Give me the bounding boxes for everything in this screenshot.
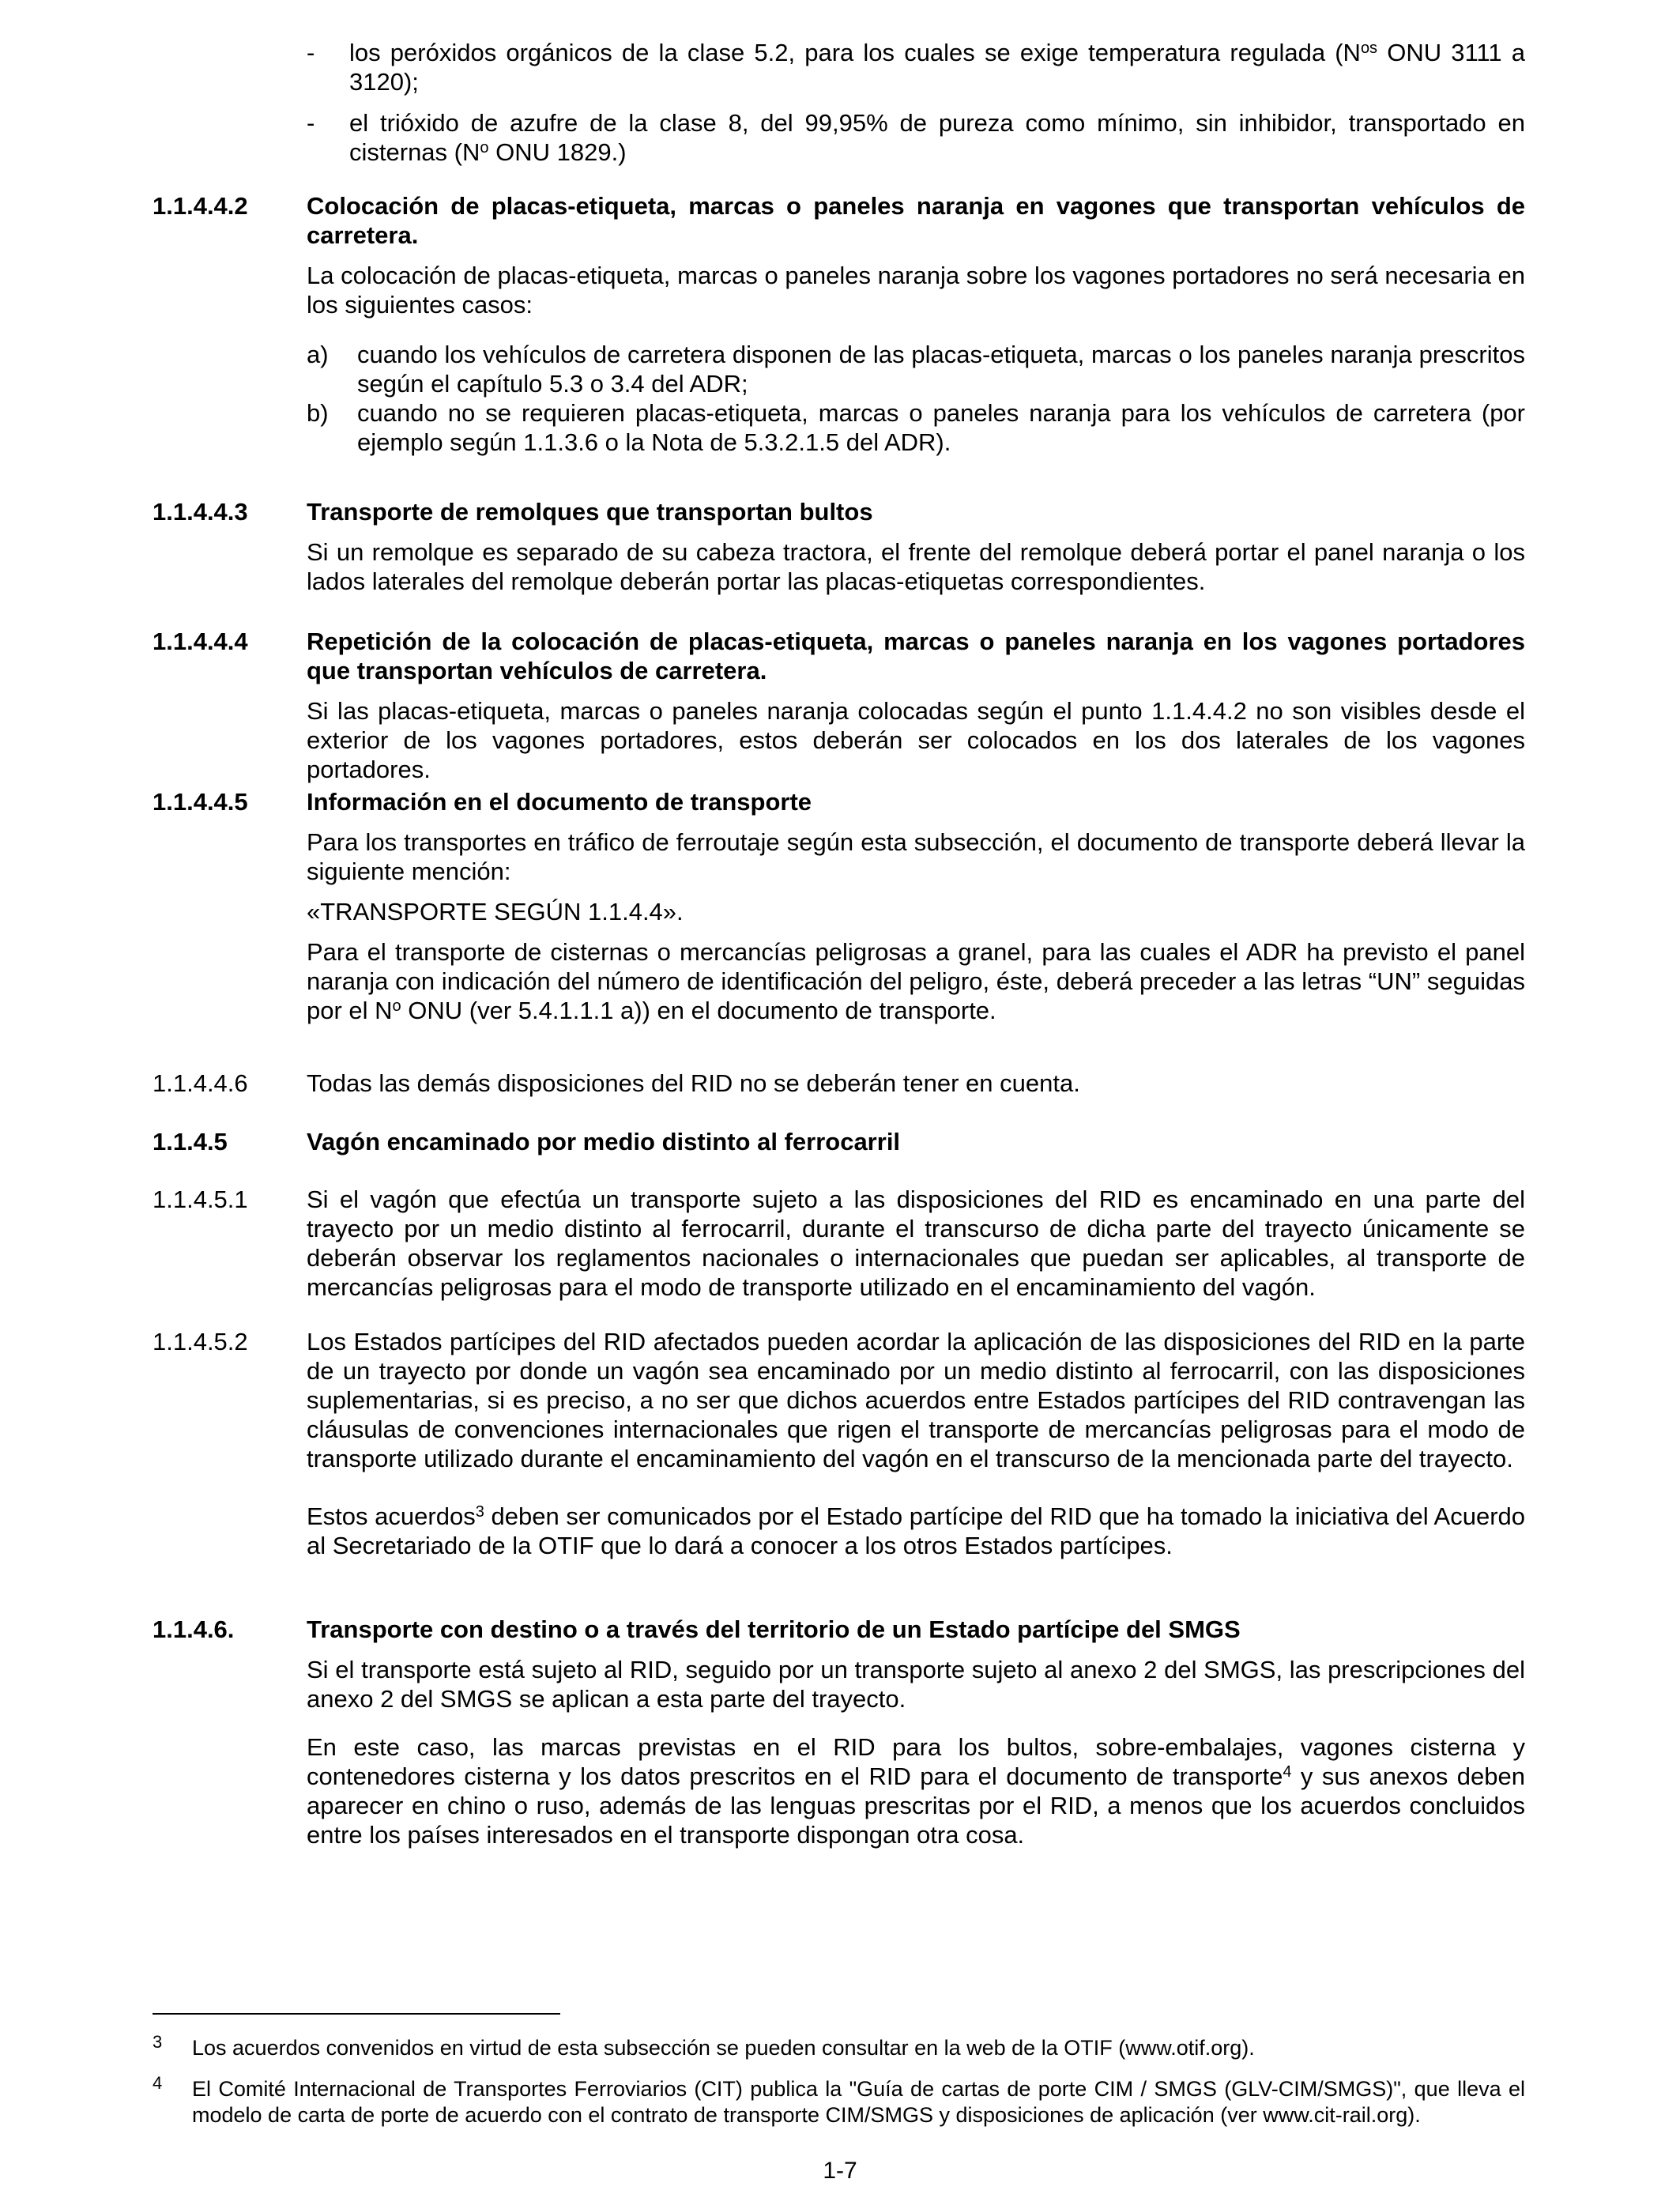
section-1-1-4-5: [153, 1127, 1525, 1156]
section-number: 1.1.4.5.1: [153, 1186, 248, 1213]
section-heading: Repetición de la colocación de placas-etiqueta, marcas o paneles naranja en los vagones portadores que transportan vehículos de carretera.: [307, 628, 1525, 684]
section-paragraph: Si el transporte está sujeto al RID, seguido por un transporte sujeto al anexo 2 del SMGS, las prescripciones del anexo 2 del SMGS se aplican a esta parte del trayecto.: [307, 1656, 1525, 1713]
footnote-number: 3: [153, 2032, 163, 2052]
section-1-1-4-4-3: [153, 497, 1525, 596]
section-paragraph: Para los transportes en tráfico de ferroutaje según esta subsección, el documento de transporte deberá llevar la siguiente mención:: [307, 828, 1525, 885]
section-1-1-4-4-6: [153, 1069, 1525, 1098]
section-paragraph: Los Estados partícipes del RID afectados pueden acordar la aplicación de las disposiciones del RID en la parte de un trayecto por donde un vagón sea encaminado por un medio distinto al ferrocarril, con las disposiciones suplementarias, si es preciso, a no ser que dichos acuerdos entre Estados partícipes del RID contravengan las cláusulas de convenciones internacionales que rigen el transporte de mercancías peligrosas para el modo de transporte utilizado durante el encaminamiento del vagón en el transcurso de la mencionada parte del trayecto.: [307, 1328, 1525, 1472]
section-paragraph: La colocación de placas-etiqueta, marcas o paneles naranja sobre los vagones portadores no será necesaria en los siguientes casos:: [307, 262, 1525, 319]
footnote-text: Los acuerdos convenidos en virtud de esta subsección se pueden consultar en la web de la OTIF (www.otif.org).: [192, 2036, 1255, 2060]
list-item-text: los peróxidos orgánicos de la clase 5.2, para los cuales se exige temperatura regulada ($N^{os}$ ONU 3111 a 3120);: [349, 39, 1526, 96]
section-heading: Vagón encaminado por medio distinto al ferrocarril: [307, 1128, 901, 1155]
footnote-divider: [153, 2013, 560, 2015]
section-1-1-4-4-5: [153, 787, 1525, 1025]
section-number: 1.1.4.4.4: [153, 628, 248, 655]
list-item: [307, 108, 1525, 167]
section-number: 1.1.4.4.2: [153, 192, 248, 220]
section-paragraph: En este caso, las marcas previstas en el RID para los bultos, sobre-embalajes, vagones cisterna y contenedores cisterna y los datos prescritos en el RID para el documento de transporte$^4$ y sus anexos deben aparecer en chino o ruso, además de las lenguas prescritas por el RID, a menos que los acuerdos concluidos entre los países interesados en el transporte dispongan otra cosa.: [307, 1733, 1526, 1849]
section-heading: Transporte de remolques que transportan bultos: [307, 498, 873, 526]
section-paragraph: Para el transporte de cisternas o mercancías peligrosas a granel, para las cuales el ADR ha previsto el panel naranja con indicación del número de identificación del peligro, éste, deberá preceder a las letras “UN” seguidas por el $N^o$ ONU (ver 5.4.1.1.1 a)) en el documento de transporte.: [307, 938, 1525, 1024]
list-item: [307, 340, 1525, 398]
section-heading: Transporte con destino o a través del territorio de un Estado partícipe del SMGS: [307, 1615, 1241, 1643]
section-1-1-4-5-2: [153, 1327, 1525, 1560]
section-heading: Información en el documento de transporte: [307, 788, 812, 816]
list-dash: -: [307, 109, 315, 137]
list-item-text: el trióxido de azufre de la clase 8, del 99,95% de pureza como mínimo, sin inhibidor, transportado en cisternas ($N^o$ ONU 1829.): [349, 109, 1525, 166]
section-paragraph: Si el vagón que efectúa un transporte sujeto a las disposiciones del RID es encaminado en una parte del trayecto por un medio distinto al ferrocarril, durante el transcurso de dicha parte del trayecto únicamente se deberán observar los reglamentos nacionales o internacionales que puedan ser aplicables, al transporte de mercancías peligrosas para el modo de transporte utilizado en el encaminamiento del vagón.: [307, 1186, 1525, 1301]
section-number: 1.1.4.4.3: [153, 498, 248, 526]
section-number: 1.1.4.4.6: [153, 1069, 248, 1097]
section-quote: «TRANSPORTE SEGÚN 1.1.4.4».: [307, 898, 684, 925]
page-number: 1-7: [823, 2158, 857, 2184]
section-1-1-4-4-4: [153, 627, 1525, 784]
list-item-text: cuando los vehículos de carretera disponen de las placas-etiqueta, marcas o los paneles naranja prescritos según el capítulo 5.3 o 3.4 del ADR;: [357, 341, 1525, 398]
section-heading: Colocación de placas-etiqueta, marcas o paneles naranja en vagones que transportan vehículos de carretera.: [307, 192, 1525, 249]
section-number: 1.1.4.5.2: [153, 1328, 248, 1355]
section-1-1-4-6: [153, 1615, 1525, 1849]
list-item: [307, 38, 1525, 96]
lettered-list: [307, 340, 1525, 457]
list-letter: a): [307, 341, 329, 368]
footnote-text: El Comité Internacional de Transportes Ferroviarios (CIT) publica la "Guía de cartas de porte CIM / SMGS (GLV-CIM/SMGS)", que lleva el modelo de carta de porte de acuerdo con el contrato de transporte CIM/SMGS y disposiciones de aplicación (ver www.cit-rail.org).: [192, 2077, 1525, 2127]
section-paragraph: Si un remolque es separado de su cabeza tractora, el frente del remolque deberá portar el panel naranja o los lados laterales del remolque deberán portar las placas-etiquetas correspondientes.: [307, 538, 1525, 595]
section-1-1-4-4-2: [153, 191, 1525, 457]
list-item: [307, 398, 1525, 457]
footnote: [153, 2073, 1525, 2128]
list-letter: b): [307, 399, 329, 427]
list-dash: -: [307, 39, 315, 66]
section-number: 1.1.4.6.: [153, 1615, 235, 1643]
section-paragraph: Estos acuerdos$^3$ deben ser comunicados por el Estado partícipe del RID que ha tomado la iniciativa del Acuerdo al Secretariado de la OTIF que lo dará a conocer a los otros Estados partícipes.: [307, 1502, 1526, 1559]
section-number: 1.1.4.4.5: [153, 788, 248, 816]
section-paragraph: Todas las demás disposiciones del RID no se deberán tener en cuenta.: [307, 1069, 1080, 1097]
section-paragraph: Si las placas-etiqueta, marcas o paneles naranja colocadas según el punto 1.1.4.4.2 no son visibles desde el exterior de los vagones portadores, estos deberán ser colocados en los dos laterales de los vagones portadores.: [307, 697, 1525, 783]
list-item-text: cuando no se requieren placas-etiqueta, marcas o paneles naranja para los vehículos de carretera (por ejemplo según 1.1.3.6 o la Nota de 5.3.2.1.5 del ADR).: [357, 399, 1525, 456]
section-number: 1.1.4.5: [153, 1128, 228, 1155]
footnote-number: 4: [153, 2073, 163, 2093]
section-1-1-4-5-1: [153, 1185, 1525, 1302]
footnote: [153, 2032, 1525, 2061]
